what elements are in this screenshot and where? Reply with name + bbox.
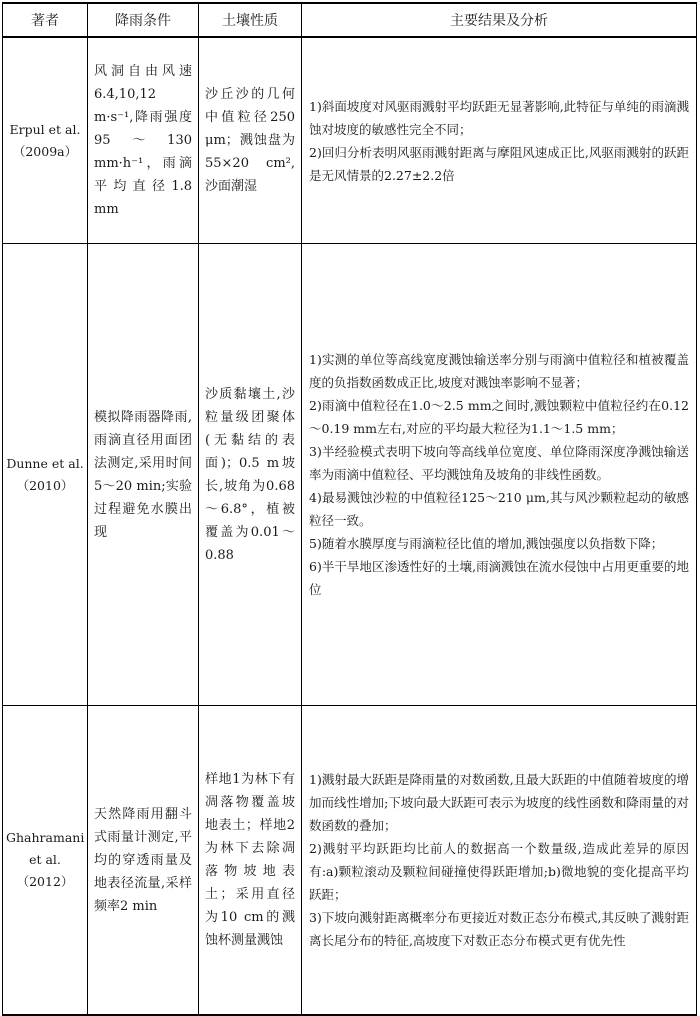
table-row (3, 706, 697, 1016)
result-item: 2)雨滴中值粒径在1.0～2.5 mm之间时,溅蚀颗粒中值粒径约在0.12～0.19 mm左右,对应的平均最大粒径为1.1～1.5 mm； (309, 398, 689, 436)
result-item: 4)最易溅蚀沙粒的中值粒径125～210 μm,其与风沙颗粒起动的敏感粒径一致。 (309, 490, 689, 528)
result-item: 1)溅射最大跃距是降雨量的对数函数,且最大跃距的中值随着坡度的增加而线性增加;下坡向最大跃距可表示为坡度的线性函数和降雨量的对数函数的叠加； (309, 772, 689, 833)
rain-conditions-cell: 风洞自由风速6.4,10,12 m·s⁻¹,降雨强度95～130 mm·h⁻¹，雨滴平均直径1.8 mm (88, 37, 199, 244)
result-item: 5)随着水膜厚度与雨滴粒径比值的增加,溅蚀强度以负指数下降； (309, 536, 664, 551)
result-item: 3)半经验模式表明下坡向等高线单位宽度、单位降雨深度净溅蚀输送率为雨滴中值粒径、平均溅蚀角及坡角的非线性函数。 (309, 444, 689, 482)
results-cell (302, 244, 697, 706)
rain-conditions-cell: 模拟降雨器降雨,雨滴直径用面团法测定,采用时间5～20 min;实验过程避免水膜出现 (88, 244, 199, 706)
rain-conditions-cell: 天然降雨用翻斗式雨量计测定,平均的穿透雨量及地表径流量,采样频率2 min (88, 706, 199, 1016)
table-header-row (3, 3, 697, 37)
author-cell: Erpul et al.（2009a） (3, 37, 88, 244)
result-item: 2)溅射平均跃距均比前人的数据高一个数量级,造成此差异的原因有:a)颗粒滚动及颗粒间碰撞使得跃距增加;b)微地貌的变化提高平均跃距； (309, 841, 689, 902)
result-item: 1)斜面坡度对风驱雨溅射平均跃距无显著影响,此特征与单纯的雨滴溅蚀对坡度的敏感性完全不同； (309, 98, 689, 137)
results-cell (302, 37, 697, 244)
author-cell: Dunne et al.（2010） (3, 244, 88, 706)
literature-table (2, 2, 697, 1016)
header-main-results: 主要结果及分析 (302, 3, 697, 37)
soil-properties-cell: 沙丘沙的几何中值粒径250 μm；溅蚀盘为55×20 cm²,沙面潮湿 (199, 37, 302, 244)
soil-properties-cell: 沙质黏壤土,沙粒量级团聚体(无黏结的表面)；0.5 m坡长,坡角为0.68～6.8°，植被覆盖为0.01～0.88 (199, 244, 302, 706)
soil-properties-cell: 样地1为林下有凋落物覆盖坡地表土；样地2为林下去除凋落物坡地表土；采用直径为10 cm的溅蚀杯测量溅蚀 (199, 706, 302, 1016)
header-author: 著者 (3, 3, 88, 37)
results-cell (302, 706, 697, 1016)
result-item: 6)半干旱地区渗透性好的土壤,雨滴溅蚀在流水侵蚀中占用更重要的地位 (309, 559, 689, 597)
table-row (3, 244, 697, 706)
result-item: 1)实测的单位等高线宽度溅蚀输送率分别与雨滴中值粒径和植被覆盖度的负指数函数成正比,坡度对溅蚀率影响不显著； (309, 352, 689, 390)
header-rain-conditions: 降雨条件 (88, 3, 199, 37)
table-row (3, 37, 697, 244)
header-soil-properties: 土壤性质 (199, 3, 302, 37)
author-cell: Ghahramani et al.（2012） (3, 706, 88, 1016)
result-item: 2)回归分析表明风驱雨溅射距离与摩阻风速成正比,风驱雨溅射的跃距是无风情景的2.27±2.2倍 (309, 144, 689, 183)
result-item: 3)下坡向溅射距离概率分布更接近对数正态分布模式,其反映了溅射距离长尾分布的特征,高坡度下对数正态分布模式更有优先性 (309, 910, 689, 948)
